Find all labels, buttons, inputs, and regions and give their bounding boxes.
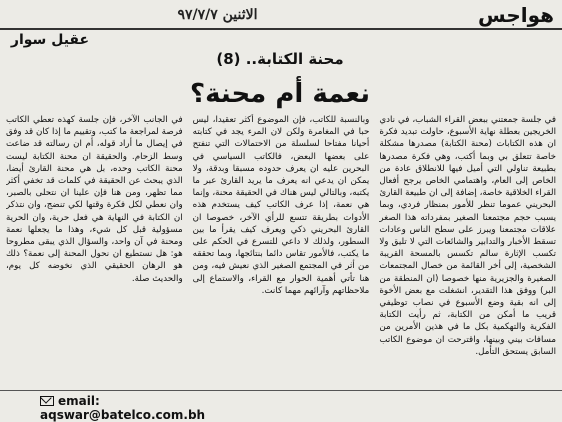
paragraph: في الجانب الآخر، فإن جلسة كهذه تعطي الكاتب فرصة لمراجعة ما كتب، وتقييم ما إذا كان قد وفق في إيصال ما أراد قوله، أم ان رسالته قد ضاعت وسط الزحام. والحقيقة ان محنة الكتابة ليست محنة الكاتب وحده، بل هي محنة القارئ أيضا، الذي يبحث عن الحقيقة في كلمات قد تخفي أكثر مما تظهر، ومن هنا فإن علينا ان نتحلى بالصبر، وان نعطي لكل فكرة وقتها لكي تنضج، وان نتذكر ان الكتابة في النهاية هي فعل حرية، وان الحرية مسؤولية قبل كل شيء، وهذا ما يجعلها نعمة ومحنة في آن واحد، والسؤال الذي يبقى مطروحا هو: هل نستطيع ان نحول المحنة إلى نعمة؟ ذلك هو الرهان الحقيقي الذي نخوضه كل يوم، والحديث صلة.	[5, 115, 183, 284]
paragraph: في جلسة جمعتني ببعض القراء الشباب، في نادي الخريجين بعطلة نهاية الأسبوع، حاولت تبديد فكرة ان هذه الكتابات (محنة الكتابة) مصدرها مشكلة خاصة تتعلق بي وبما أكتب، وهي فكرة مصدرها بطبيعة تناولي التي أميل فيها للانطلاق عادة من الخاص إلى العام، واهتمامي الخاص يرجح أفعال القراء الخلاقية خاصة، إضافة إلى ان طبيعة القارئ البحريني عموما تنظر للأمور بمنظار فردي، وبما يسبب حجم مجتمعنا الصغير بمفرداته هذا الصغر علاقات مجتمعنا ويبرز على سطح الناس وعادات تسقط الأخبار والتدابير والشائعات التي لا تليق ولا تكسب الإثارة سالم تكسس بالمسحة القريبة الشخصية، إلى أخر القائمة من خصال المجتمعات الصغيرة والجزيرية منها خصوصا (ان المنطقة من البر) ووفق هذا التقدير، انشغلت مع بعض الأخوة إلى انه بقية وضع الأسبوع في نصاب توظيفي قريب ما أمكن من الكتابة، ثم رأيت الكتابة الفكرية والتهكمية بكل ما في هذين الأمرين من مسافات بيني وبينها، واقترحت ان موضوع الكاتب السابق يستحق التأمل.	[379, 115, 556, 357]
issue-date: الاثنين ٩٧/٧/٧	[177, 7, 258, 23]
article-headline: نعمة أم محنة؟	[189, 79, 370, 109]
article-column-2	[193, 114, 370, 389]
author-email	[40, 394, 260, 422]
paragraph: وبالنسبة للكاتب، فإن الموضوع أكثر تعقيدا، ليس حبا في المغامرة ولكن لان المرء يجد في كتابته أحيانا مفتاحا لسلسلة من الاحتمالات التي تنفتح على بعضها البعض، فالكاتب السياسي في البحرين عليه ان يعرف حدوده مسبقا وبدقة، ولا يمكن ان يدعي انه يعرف ما يريد القارئ عبر ما يكتبه، وبالتالي ليس هناك في الحقيقة محنة، وإنما هي نعمة، إذا عرف الكاتب كيف يستخدم هذه الأدوات بطريقة تتسع للرأي الآخر، خصوصا ان القارئ البحريني ذكي ويعرف كيف يقرأ ما بين السطور، ولذلك لا داعي للتسرع في الحكم على ما يكتب، فالأمور تقاس دائما بنتائجها، وبما تحققه من أثر في المجتمع الصغير الذي نعيش فيه، ومن هنا تأتي أهمية الحوار مع القراء، والاستماع إلى ملاحظاتهم وآرائهم مهما كانت.	[192, 115, 370, 296]
article-body	[6, 114, 556, 389]
footer-divider	[0, 390, 562, 391]
author-name: عقيل سوار	[10, 32, 90, 48]
column-section-title: هواجس	[478, 3, 554, 27]
article-column-1	[379, 114, 556, 389]
header-divider	[0, 28, 562, 30]
envelope-icon	[40, 396, 54, 406]
article-column-3	[6, 114, 183, 389]
article-kicker: محنة الكتابة.. (8)	[216, 50, 344, 68]
author-email-text: email: aqswar@batelco.com.bh	[40, 394, 206, 422]
